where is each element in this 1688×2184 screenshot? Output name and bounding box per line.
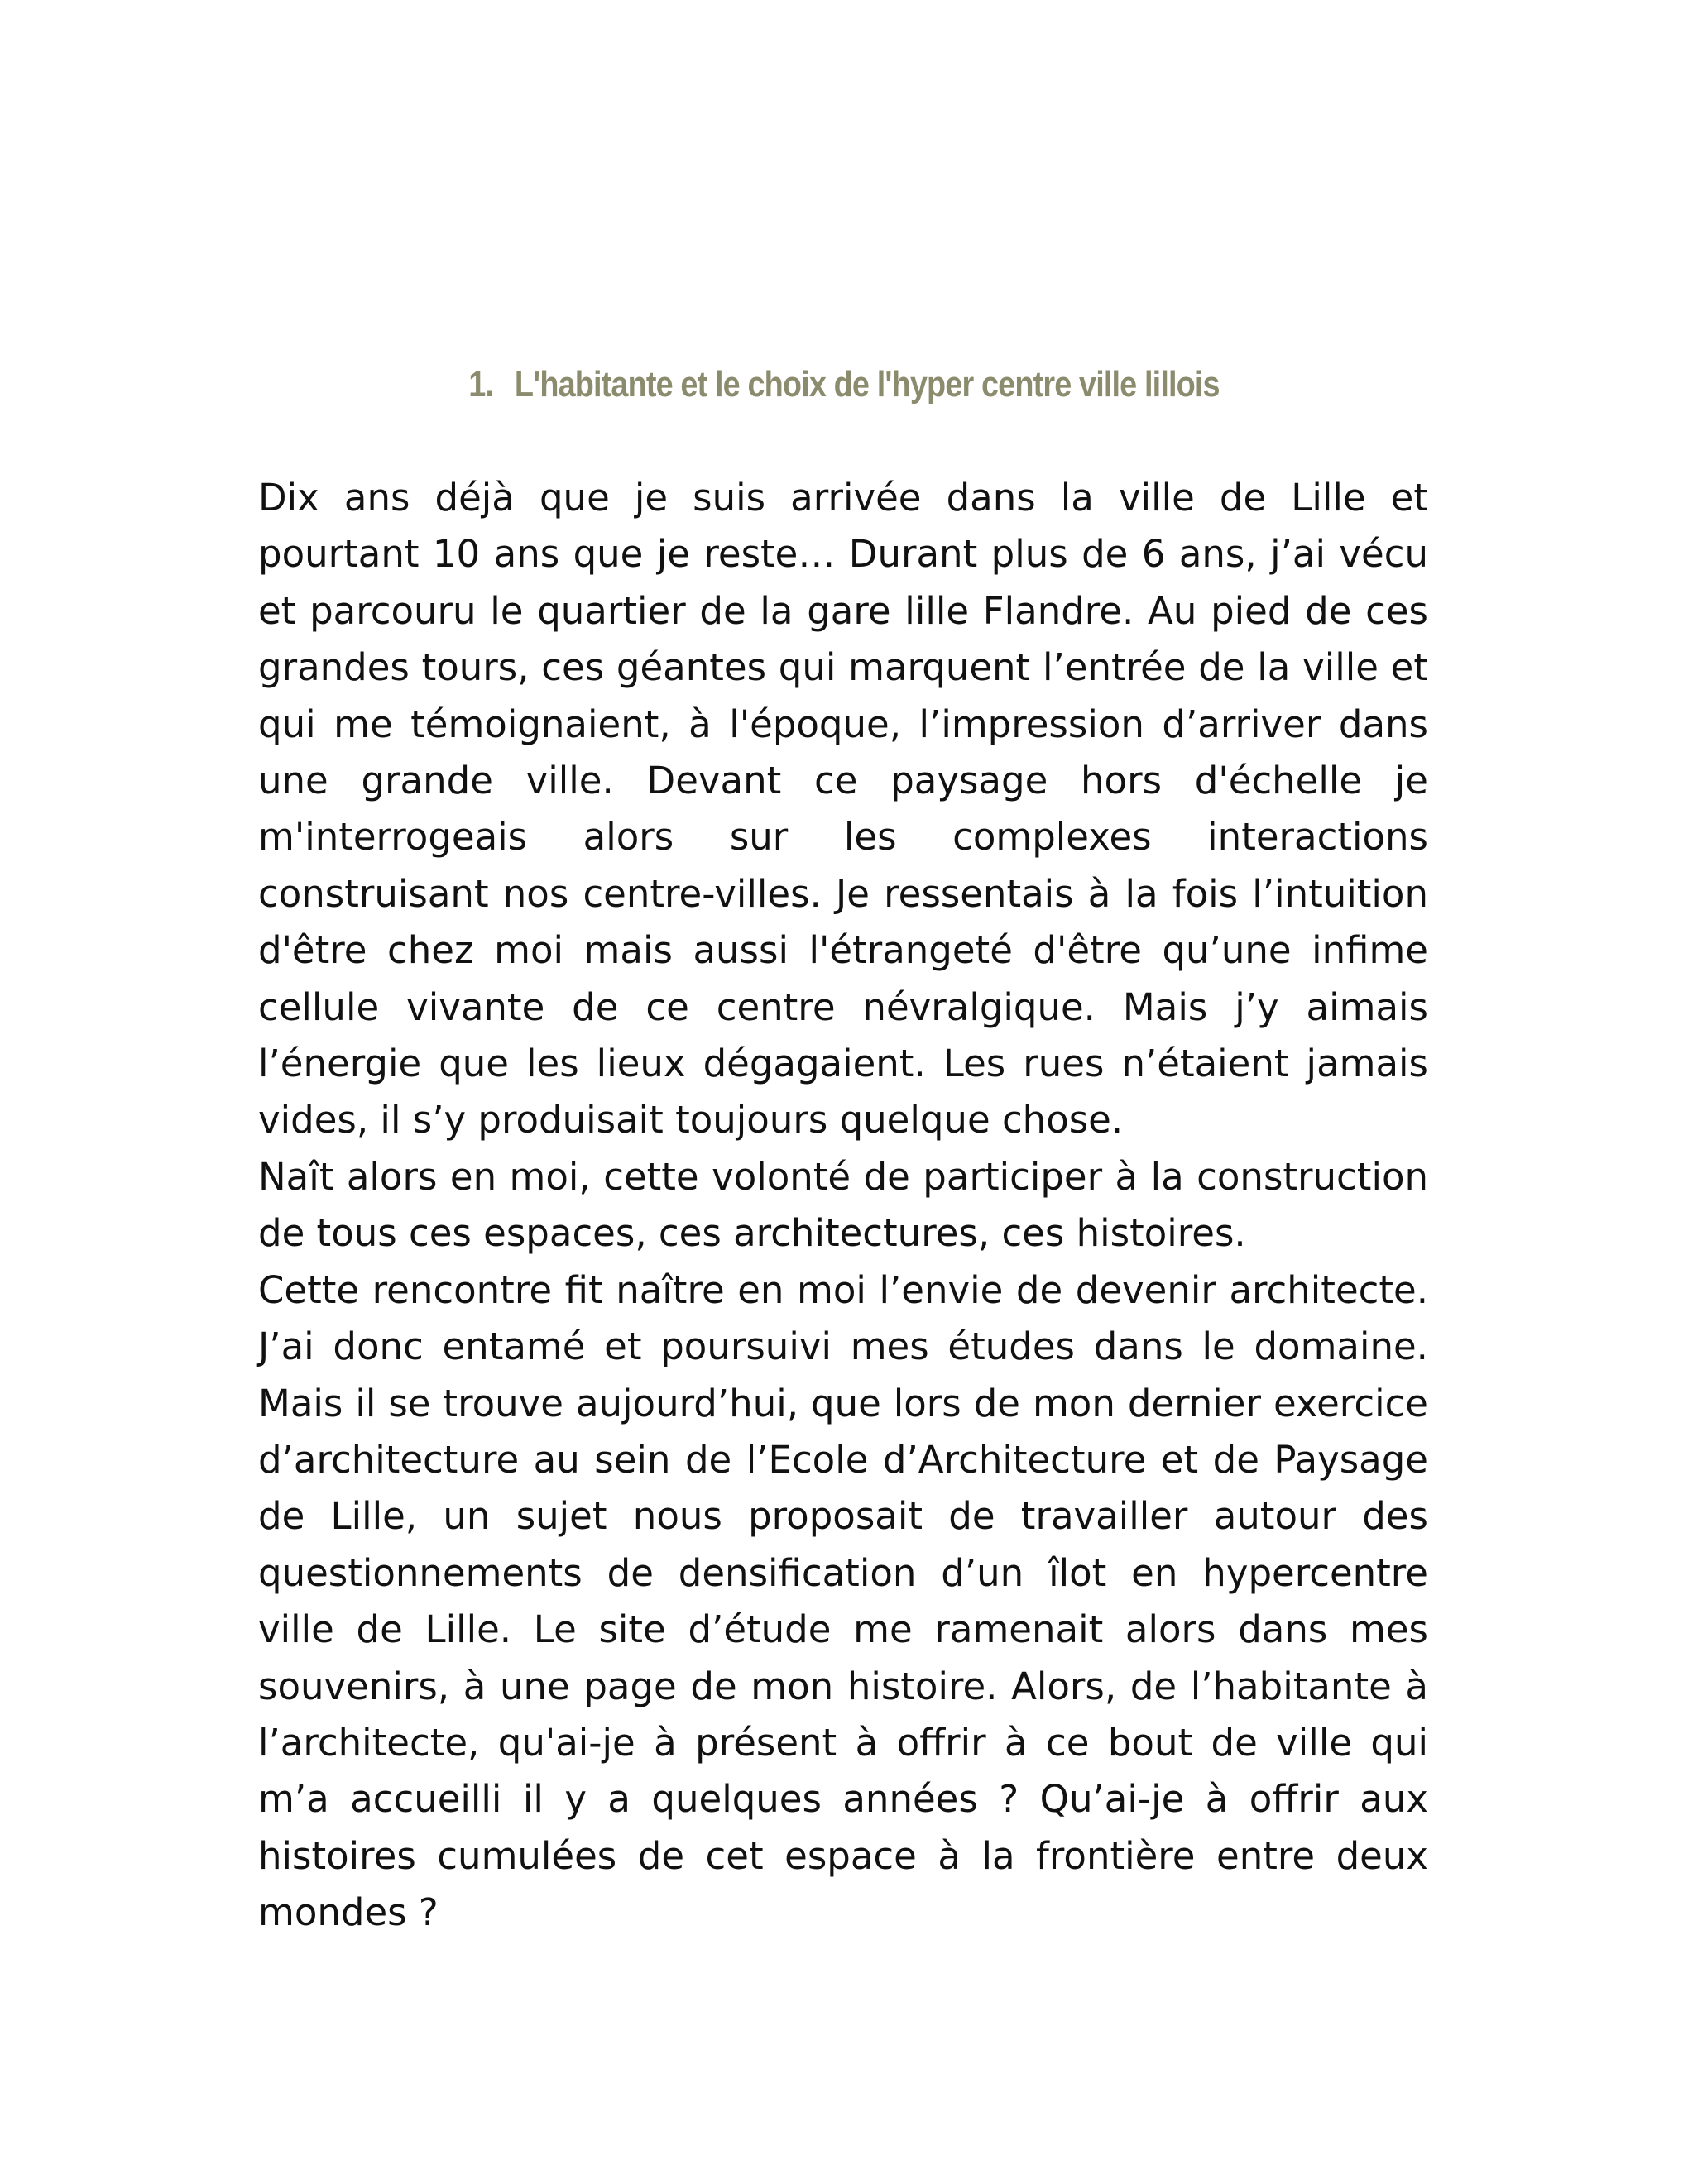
body-text bbox=[258, 470, 1428, 1942]
section-heading bbox=[118, 364, 1570, 405]
paragraph-1: Dix ans déjà que je suis arrivée dans la ville de Lille et pourtant 10 ans que je reste… Durant plus de 6 ans, j’ai vécu et parcouru le quartier de la gare lille Flandre. Au pied de ces grandes tours, ces géantes qui marquent l’entrée de la ville et qui me témoignaient, à l'époque, l’impression d’arriver dans une grande ville. Devant ce paysage hors d'échelle je m'interrogeais alors sur les complexes interactions construisant nos centre-villes. Je ressentais à la fois l’intuition d'être chez moi mais aussi l'étrangeté d'être qu’une infime cellule vivante de ce centre névralgique. Mais j’y aimais l’énergie que les lieux dégagaient. Les rues n’étaient jamais vides, il s’y produisait toujours quelque chose. bbox=[258, 476, 1428, 1142]
section-title: L'habitante et le choix de l'hyper centre ville lillois bbox=[514, 364, 1220, 405]
paragraph-2: Naît alors en moi, cette volonté de participer à la construction de tous ces espaces, ces architectures, ces histoires. bbox=[258, 1154, 1428, 1256]
section-number: 1. bbox=[468, 364, 494, 405]
paragraph-3: Cette rencontre fit naître en moi l’envie de devenir architecte. J’ai donc entamé et poursuivi mes études dans le domaine. Mais il se trouve aujourd’hui, que lors de mon dernier exercice d’architecture au sein de l’Ecole d’Architecture et de Paysage de Lille, un sujet nous proposait de travailler autour des questionnements de densification d’un îlot en hypercentre ville de Lille. Le site d’étude me ramenait alors dans mes souvenirs, à une page de mon histoire. Alors, de l’habitante à l’architecte, qu'ai-je à présent à offrir à ce bout de ville qui m’a accueilli il y a quelques années ? Qu’ai-je à offrir aux histoires cumulées de cet espace à la frontière entre deux mondes ? bbox=[258, 1267, 1428, 1935]
